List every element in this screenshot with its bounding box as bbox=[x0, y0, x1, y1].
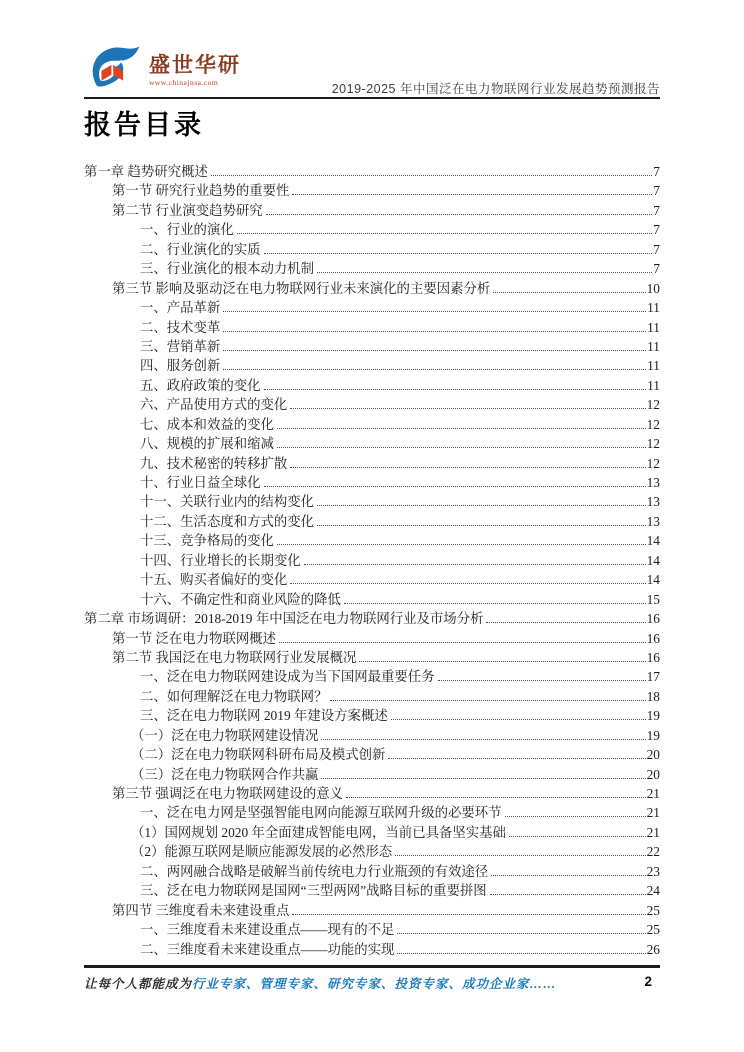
toc-dotted-leader bbox=[223, 369, 646, 370]
toc-dotted-leader bbox=[290, 408, 645, 409]
toc-entry bbox=[84, 161, 660, 180]
toc-entry bbox=[84, 375, 660, 394]
toc-entry-label: 一、三维度看未来建设重点——现有的不足 bbox=[140, 922, 395, 938]
toc-entry bbox=[84, 628, 660, 647]
toc-list bbox=[84, 161, 660, 958]
toc-entry bbox=[84, 666, 660, 685]
toc-entry bbox=[84, 278, 660, 297]
toc-dotted-leader bbox=[438, 680, 646, 681]
toc-dotted-leader bbox=[277, 544, 646, 545]
toc-entry-page: 17 bbox=[646, 669, 660, 685]
toc-entry-label: 三、行业演化的根本动力机制 bbox=[140, 261, 315, 277]
toc-entry bbox=[84, 472, 660, 491]
toc-dotted-leader bbox=[317, 505, 646, 506]
toc-dotted-leader bbox=[330, 700, 645, 701]
toc-dotted-leader bbox=[264, 486, 646, 487]
toc-entry bbox=[84, 569, 660, 588]
toc-entry-label: 一、泛在电力物联网建设成为当下国网最重要任务 bbox=[140, 669, 435, 685]
toc-entry-label: 十五、购买者偏好的变化 bbox=[140, 572, 288, 588]
toc-entry bbox=[84, 530, 660, 549]
toc-entry bbox=[84, 491, 660, 510]
toc-entry-page: 18 bbox=[646, 688, 660, 704]
footer-slogan-prefix: 让每个人都能成为 bbox=[84, 977, 193, 991]
toc-entry-label: （一）泛在电力物联网建设情况 bbox=[131, 727, 319, 743]
report-title: 2019-2025 年中国泛在电力物联网行业发展趋势预测报告 bbox=[331, 82, 660, 96]
toc-entry bbox=[84, 336, 660, 355]
toc-dotted-leader bbox=[277, 447, 646, 448]
toc-entry bbox=[84, 219, 660, 238]
toc-entry-label: 九、技术秘密的转移扩散 bbox=[140, 455, 288, 471]
toc-entry-label: 第三节 强调泛在电力物联网建设的意义 bbox=[112, 786, 343, 801]
toc-entry-page: 7 bbox=[653, 222, 660, 238]
toc-entry-page: 19 bbox=[646, 727, 660, 743]
toc-dotted-leader bbox=[397, 953, 645, 954]
brand-website: www.chinajnsa.com bbox=[149, 77, 219, 87]
toc-entry-label: （三）泛在电力物联网合作共赢 bbox=[131, 766, 319, 782]
header-rule bbox=[84, 97, 660, 99]
toc-entry-page: 12 bbox=[646, 455, 660, 471]
toc-entry-page: 13 bbox=[646, 513, 660, 529]
toc-entry bbox=[84, 258, 660, 277]
toc-entry bbox=[84, 511, 660, 530]
toc-entry bbox=[84, 802, 660, 821]
toc-entry bbox=[84, 608, 660, 627]
toc-entry bbox=[84, 939, 660, 958]
toc-entry bbox=[84, 394, 660, 413]
toc-entry bbox=[84, 550, 660, 569]
toc-entry bbox=[84, 764, 660, 783]
toc-dotted-leader bbox=[264, 389, 647, 390]
toc-entry-page: 14 bbox=[646, 552, 660, 568]
toc-entry-label: 二、两网融合战略是破解当前传统电力行业瓶颈的有效途径 bbox=[140, 863, 489, 879]
toc-entry bbox=[84, 744, 660, 763]
toc-entry-page: 21 bbox=[646, 786, 660, 801]
toc-entry-page: 21 bbox=[646, 805, 660, 821]
toc-entry bbox=[84, 433, 660, 452]
toc-entry-page: 14 bbox=[646, 572, 660, 588]
toc-dotted-leader bbox=[277, 428, 646, 429]
toc-entry-label: 十四、行业增长的长期变化 bbox=[140, 552, 301, 568]
toc-entry-page: 14 bbox=[646, 533, 660, 549]
toc-entry bbox=[84, 783, 660, 802]
toc-entry-page: 12 bbox=[646, 436, 660, 452]
toc-entry bbox=[84, 841, 660, 860]
toc-entry-label: 第一节 泛在电力物联网概述 bbox=[112, 630, 277, 646]
toc-dotted-leader bbox=[493, 292, 645, 293]
brand-logo bbox=[88, 44, 241, 97]
toc-dotted-leader bbox=[505, 816, 646, 817]
toc-entry-page: 25 bbox=[646, 902, 660, 918]
toc-dotted-leader bbox=[223, 311, 646, 312]
toc-dotted-leader bbox=[388, 758, 645, 759]
toc-entry-page: 26 bbox=[646, 941, 660, 957]
toc-entry-label: 六、产品使用方式的变化 bbox=[140, 397, 288, 413]
toc-entry-label: 第二节 行业演变趋势研究 bbox=[112, 202, 263, 218]
toc-entry-page: 7 bbox=[653, 261, 660, 277]
toc-entry-page: 13 bbox=[646, 475, 660, 490]
toc-entry bbox=[84, 822, 660, 841]
toc-entry-page: 16 bbox=[646, 611, 660, 627]
toc-dotted-leader bbox=[397, 933, 645, 934]
toc-entry bbox=[84, 180, 660, 199]
toc-entry-label: 七、成本和效益的变化 bbox=[140, 416, 274, 432]
toc-dotted-leader bbox=[321, 778, 645, 779]
toc-entry bbox=[84, 200, 660, 219]
toc-dotted-leader bbox=[395, 855, 645, 856]
toc-dotted-leader bbox=[344, 603, 646, 604]
toc-entry-label: 第一章 趋势研究概述 bbox=[84, 164, 208, 179]
toc-entry-label: 第二节 我国泛在电力物联网行业发展概况 bbox=[112, 649, 357, 665]
toc-entry-page: 22 bbox=[646, 844, 660, 860]
footer-slogan-highlight: 行业专家、管理专家、研究专家、投资专家、成功企业家…… bbox=[192, 977, 557, 991]
toc-dotted-leader bbox=[304, 564, 646, 565]
toc-entry-label: 十一、关联行业内的结构变化 bbox=[140, 494, 315, 510]
toc-entry-label: 二、技术变革 bbox=[140, 319, 221, 335]
toc-entry-page: 7 bbox=[653, 202, 660, 218]
toc-entry-page: 20 bbox=[646, 766, 660, 782]
toc-entry-page: 25 bbox=[646, 922, 660, 938]
toc-dotted-leader bbox=[321, 739, 645, 740]
toc-entry bbox=[84, 297, 660, 316]
toc-entry bbox=[84, 239, 660, 258]
toc-entry-page: 19 bbox=[646, 708, 660, 724]
toc-dotted-leader bbox=[490, 894, 646, 895]
toc-entry-label: （二）泛在电力物联网科研布局及模式创新 bbox=[131, 747, 386, 763]
toc-entry-label: 第三节 影响及驱动泛在电力物联网行业未来演化的主要因素分析 bbox=[112, 280, 491, 296]
toc-dotted-leader bbox=[223, 331, 646, 332]
toc-dotted-leader bbox=[266, 214, 653, 215]
toc-entry-page: 7 bbox=[653, 183, 660, 199]
toc-entry-page: 16 bbox=[646, 649, 660, 665]
toc-entry-page: 11 bbox=[647, 300, 660, 316]
toc-entry-label: 第四节 三维度看未来建设重点 bbox=[112, 902, 290, 918]
toc-entry-label: 五、政府政策的变化 bbox=[140, 377, 261, 393]
toc-entry bbox=[84, 589, 660, 608]
toc-dotted-leader bbox=[237, 233, 653, 234]
toc-entry-page: 10 bbox=[646, 280, 660, 296]
toc-entry bbox=[84, 414, 660, 433]
toc-entry-page: 7 bbox=[653, 241, 660, 257]
toc-entry-page: 24 bbox=[646, 883, 660, 899]
brand-name: 盛世华研 bbox=[149, 53, 241, 77]
toc-entry-label: 二、行业演化的实质 bbox=[140, 241, 261, 257]
toc-entry-label: 十二、生活态度和方式的变化 bbox=[140, 513, 315, 529]
footer bbox=[84, 974, 660, 992]
toc-entry-page: 11 bbox=[647, 319, 660, 335]
toc-entry bbox=[84, 317, 660, 336]
toc-dotted-leader bbox=[359, 661, 645, 662]
toc-entry-label: 第二章 市场调研：2018-2019 年中国泛在电力物联网行业及市场分析 bbox=[84, 611, 484, 627]
toc-entry bbox=[84, 725, 660, 744]
toc-entry-label: 四、服务创新 bbox=[140, 358, 221, 374]
toc-entry-page: 13 bbox=[646, 494, 660, 510]
toc-dotted-leader bbox=[290, 467, 645, 468]
toc-dotted-leader bbox=[317, 272, 652, 273]
toc-entry-label: 三、泛在电力物联网是国网“三型两网”战略目标的重要拼图 bbox=[140, 883, 487, 899]
toc-dotted-leader bbox=[486, 622, 645, 623]
toc-entry bbox=[84, 880, 660, 899]
toc-dotted-leader bbox=[391, 719, 646, 720]
toc-dotted-leader bbox=[346, 797, 646, 798]
toc-dotted-leader bbox=[491, 875, 645, 876]
brand-logo-icon bbox=[88, 44, 142, 97]
toc-entry-label: 三、泛在电力物联网 2019 年建设方案概述 bbox=[140, 708, 388, 724]
page-number: 2 bbox=[644, 974, 652, 989]
toc-entry-label: （1）国网规划 2020 年全面建成智能电网，当前已具备坚实基础 bbox=[131, 824, 506, 840]
toc-dotted-leader bbox=[279, 642, 646, 643]
toc-entry-page: 7 bbox=[653, 164, 660, 179]
toc-dotted-leader bbox=[223, 350, 646, 351]
toc-entry-page: 23 bbox=[646, 863, 660, 879]
toc-entry-page: 12 bbox=[646, 397, 660, 413]
toc-entry-page: 11 bbox=[647, 377, 660, 393]
toc-entry-page: 21 bbox=[646, 824, 660, 840]
toc-entry-label: 十六、不确定性和商业风险的降低 bbox=[140, 591, 341, 607]
toc-entry-page: 20 bbox=[646, 747, 660, 763]
toc-entry-label: 十、行业日益全球化 bbox=[140, 475, 261, 490]
toc-entry bbox=[84, 919, 660, 938]
toc-entry-label: 二、三维度看未来建设重点——功能的实现 bbox=[140, 941, 395, 957]
toc-entry-label: 一、行业的演化 bbox=[140, 222, 234, 238]
toc-entry-label: 一、泛在电力网是坚强智能电网向能源互联网升级的必要环节 bbox=[140, 805, 502, 821]
toc-entry-label: 第一节 研究行业趋势的重要性 bbox=[112, 183, 290, 199]
toc-entry-page: 11 bbox=[647, 358, 660, 374]
toc-dotted-leader bbox=[264, 253, 653, 254]
toc-entry bbox=[84, 453, 660, 472]
toc-dotted-leader bbox=[292, 194, 652, 195]
toc-entry bbox=[84, 900, 660, 919]
toc-entry bbox=[84, 705, 660, 724]
footer-slogan bbox=[84, 974, 557, 992]
toc-entry-label: 八、规模的扩展和缩减 bbox=[140, 436, 274, 452]
toc-dotted-leader bbox=[509, 836, 646, 837]
toc-entry-page: 16 bbox=[646, 630, 660, 646]
toc-entry-page: 15 bbox=[646, 591, 660, 607]
toc-dotted-leader bbox=[290, 583, 645, 584]
toc-entry bbox=[84, 861, 660, 880]
toc-entry-page: 11 bbox=[647, 338, 660, 354]
toc-entry-label: 三、营销革新 bbox=[140, 338, 221, 354]
toc-entry bbox=[84, 647, 660, 666]
toc-dotted-leader bbox=[317, 525, 646, 526]
page-title: 报告目录 bbox=[84, 110, 204, 140]
toc-entry-label: （2）能源互联网是顺应能源发展的必然形态 bbox=[131, 844, 393, 860]
toc-entry-label: 二、如何理解泛在电力物联网？ bbox=[140, 688, 328, 704]
toc-dotted-leader bbox=[292, 914, 645, 915]
toc-entry-label: 十三、竞争格局的变化 bbox=[140, 533, 274, 549]
toc-entry-label: 一、产品革新 bbox=[140, 300, 221, 316]
toc-dotted-leader bbox=[211, 175, 652, 176]
toc-entry bbox=[84, 686, 660, 705]
toc-entry bbox=[84, 355, 660, 374]
toc-entry-page: 12 bbox=[646, 416, 660, 432]
footer-rule bbox=[84, 965, 660, 968]
